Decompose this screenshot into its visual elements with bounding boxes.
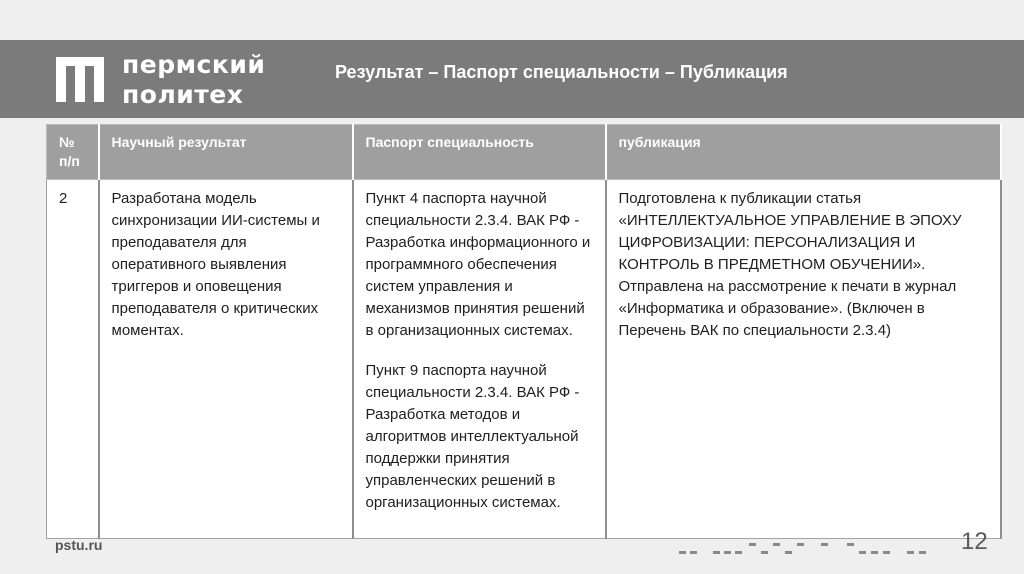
cell-num: 2 (47, 180, 99, 539)
logo-line-1: пермский (122, 50, 266, 79)
header-passport: Паспорт специальность (353, 125, 606, 180)
dashes-decoration-icon (675, 538, 955, 558)
footer-url: pstu.ru (55, 537, 103, 553)
cell-result: Разработана модель синхронизации ИИ-системы и преподавателя для оперативного выявления триггеров и оповещения преподавателя о критических моментах. (99, 180, 353, 539)
cell-publication: Подготовлена к публикации статья «ИНТЕЛЛЕКТУАЛЬНОЕ УПРАВЛЕНИЕ В ЭПОХУ ЦИФРОВИЗАЦИИ: ПЕРСОНАЛИЗАЦИЯ И КОНТРОЛЬ В ПРЕДМЕТНОМ ОБУЧЕНИИ». Отправлена на рассмотрение к печати в журнал «Информатика и образование». (Включен в Перечень ВАК по специальности 2.3.4) (606, 180, 1001, 539)
table-header-row (47, 125, 1001, 180)
logo-line-2: политех (122, 80, 244, 109)
passport-item: Пункт 9 паспорта научной специальности 2.3.4. ВАК РФ - Разработка методов и алгоритмов интеллектуальной поддержки принятия управленческих решений в организационных системах. (365, 362, 580, 511)
pstu-logo-icon (56, 57, 104, 102)
table-row (47, 180, 1001, 539)
logo-text (122, 50, 265, 110)
slide-header (0, 40, 1024, 118)
page-title: Результат – Паспорт специальности – Публикация (335, 62, 788, 82)
header-publication: публикация (606, 125, 1001, 180)
top-strip (0, 0, 1024, 40)
header-result: Научный результат (99, 125, 353, 180)
cell-passport (353, 180, 606, 539)
page-number: 12 (961, 528, 988, 555)
passport-item: Пункт 4 паспорта научной специальности 2.3.4. ВАК РФ - Разработка информационного и программного обеспечения систем управления и механизмов принятия решений в организационных системах. (365, 190, 591, 339)
result-table (46, 124, 1002, 539)
header-num: № п/п (47, 125, 99, 180)
